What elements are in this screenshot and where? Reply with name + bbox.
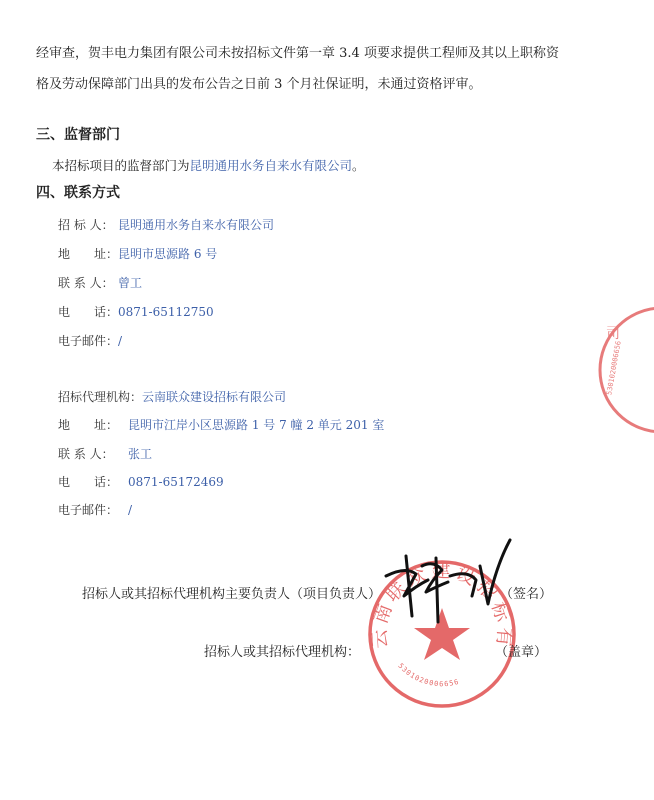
field-label: 地 址： (58, 247, 119, 261)
supervision-paragraph (52, 156, 365, 174)
section-4-heading: 四、联系方式 (36, 185, 120, 201)
field-label: 电子邮件： (58, 334, 119, 348)
agency-email: / (128, 503, 133, 517)
field-label: 电 话： (58, 475, 119, 489)
field-label: 联 系 人： (58, 447, 114, 461)
tenderer-address: 昆明市思源路 6 号 (118, 247, 218, 261)
stamp-label: 招标人或其招标代理机构： (204, 645, 361, 660)
tenderer-row (58, 216, 274, 233)
para-prefix: 本招标项目的监督部门为 (52, 158, 190, 173)
responsible-person-line (82, 583, 381, 602)
sign-suffix: （签名） (500, 587, 553, 602)
svg-text:司: 司 (606, 326, 620, 342)
tenderer-name: 昆明通用水务自来水有限公司 (118, 218, 275, 232)
tenderer-contact: 曾工 (118, 276, 143, 290)
field-label: 地 址： (58, 418, 119, 432)
tenderer-phone-row (58, 303, 214, 320)
seal-number: 5301020006656 (396, 661, 461, 689)
agency-phone: 0871-65172469 (128, 475, 224, 489)
svg-text:5301020006656: 5301020006656 (605, 340, 623, 396)
agency-phone-row (58, 473, 224, 490)
para-suffix: 。 (352, 158, 365, 173)
agency-name: 云南联众建设招标有限公司 (142, 390, 287, 404)
handwritten-signature (376, 536, 516, 626)
intro-line-1: 经审查，贺丰电力集团有限公司未按招标文件第一章 3.4 项要求提供工程师及其以上职称资 (36, 46, 559, 61)
tenderer-address-row (58, 245, 217, 262)
responsible-person-label: 招标人或其招标代理机构主要负责人（项目负责人） (82, 587, 382, 602)
tenderer-contact-row (58, 274, 142, 291)
tenderer-email-row (58, 332, 122, 349)
tenderer-phone: 0871-65112750 (118, 305, 214, 319)
svg-text:5301020006656 (396, 662, 460, 688)
supervision-org: 昆明通用水务自来水有限公司 (189, 158, 353, 173)
agency-contact: 张工 (128, 447, 153, 461)
intro-paragraph (36, 38, 636, 100)
field-label: 招标代理机构： (58, 390, 143, 404)
agency-row (58, 388, 286, 405)
field-label: 招 标 人： (58, 218, 114, 232)
stamp-suffix: （盖章） (495, 645, 548, 660)
tenderer-email: / (118, 334, 123, 348)
agency-address-row (58, 416, 384, 433)
field-label: 电子邮件： (58, 503, 119, 517)
partial-seal (592, 300, 654, 440)
section-3-heading: 三、监督部门 (36, 127, 120, 143)
agency-contact-row (58, 445, 152, 462)
agency-email-row (58, 501, 132, 518)
intro-line-2: 格及劳动保障部门出具的发布公告之日前 3 个月社保证明，未通过资格评审。 (36, 77, 482, 92)
agency-address: 昆明市江岸小区思源路 1 号 7 幢 2 单元 201 室 (128, 418, 385, 432)
field-label: 电 话： (58, 305, 119, 319)
field-label: 联 系 人： (58, 276, 114, 290)
seal-text: 云南联众建设招标有 (368, 560, 516, 652)
stamp-line (204, 641, 360, 660)
